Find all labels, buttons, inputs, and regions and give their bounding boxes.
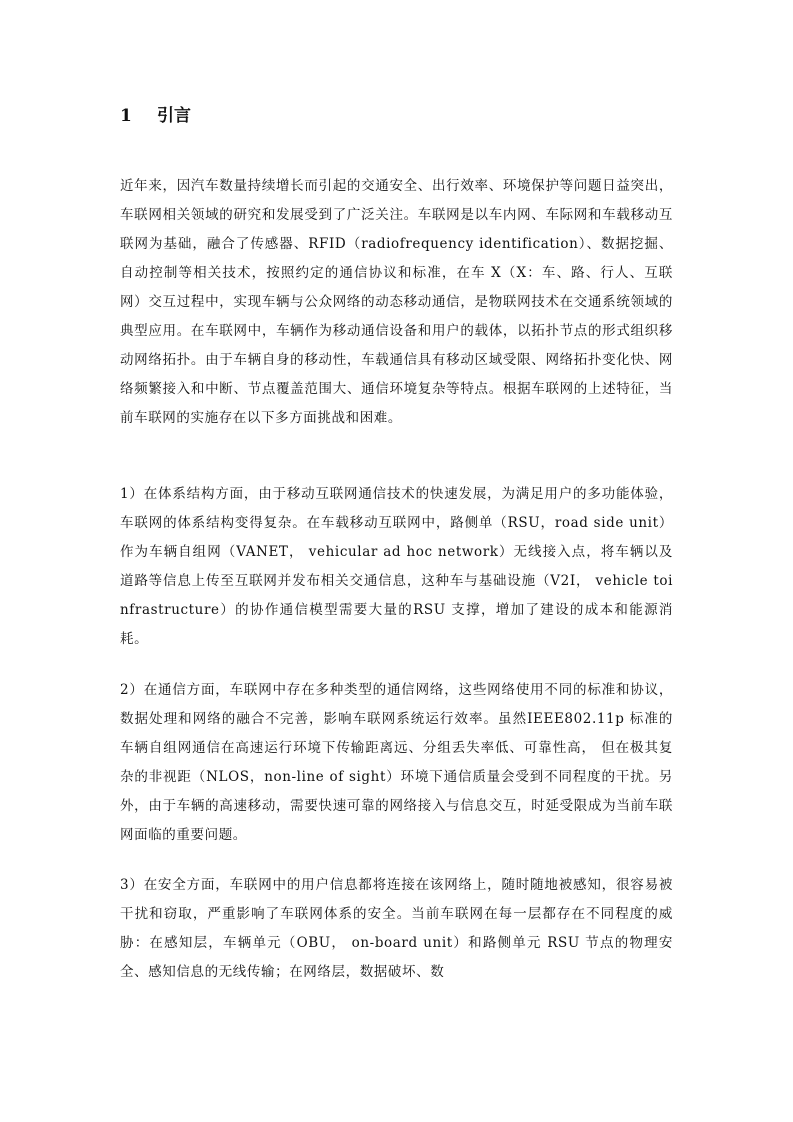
- paragraph-architecture: 1）在体系结构方面，由于移动互联网通信技术的快速发展，为满足用户的多功能体验，车联网的体系结构变得复杂。在车载移动互联网中，路侧单（RSU，road side unit）作为车辆自组网（VANET， vehicular ad hoc network）无线接入点，将车辆以及道路等信息上传至互联网并发布相关交通信息，这种车与基础设施（V2I， vehicle toinfrastructure）的协作通信模型需要大量的RSU 支撑，增加了建设的成本和能源消耗。: [120, 486, 673, 647]
- section-heading: [120, 104, 191, 128]
- section-number: 1: [120, 106, 132, 126]
- paragraph-security: 3）在安全方面，车联网中的用户信息都将连接在该网络上，随时随地被感知，很容易被干扰和窃取，严重影响了车联网体系的安全。当前车联网在每一层都存在不同程度的威胁：在感知层，车辆单元（OBU， on-board unit）和路侧单元 RSU 节点的物理安全、感知信息的无线传输；在网络层，数据破坏、数: [120, 877, 673, 980]
- section-title: 引言: [157, 106, 191, 126]
- paragraph-communication: 2）在通信方面，车联网中存在多种类型的通信网络，这些网络使用不同的标准和协议，数据处理和网络的融合不完善，影响车联网系统运行效率。虽然IEEE802.11p 标准的车辆自组网通信在高速运行环境下传输距离远、分组丢失率低、可靠性高， 但在极其复杂的非视距（NLOS，non-line of sight）环境下通信质量会受到不同程度的干扰。另外，由于车辆的高速移动，需要快速可靠的网络接入与信息交互，时延受限成为当前车联网面临的重要问题。: [120, 682, 673, 843]
- paragraph-introduction: 近年来，因汽车数量持续增长而引起的交通安全、出行效率、环境保护等问题日益突出，车联网相关领域的研究和发展受到了广泛关注。车联网是以车内网、车际网和车载移动互联网为基础，融合了传感器、RFID（radiofrequency identification）、数据挖掘、自动控制等相关技术，按照约定的通信协议和标准，在车 X（X：车、路、行人、互联网）交互过程中，实现车辆与公众网络的动态移动通信，是物联网技术在交通系统领域的典型应用。在车联网中，车辆作为移动通信设备和用户的载体，以拓扑节点的形式组织移动网络拓扑。由于车辆自身的移动性，车载通信具有移动区域受限、网络拓扑变化快、网络频繁接入和中断、节点覆盖范围大、通信环境复杂等特点。根据车联网的上述特征，当前车联网的实施存在以下多方面挑战和困难。: [120, 178, 673, 426]
